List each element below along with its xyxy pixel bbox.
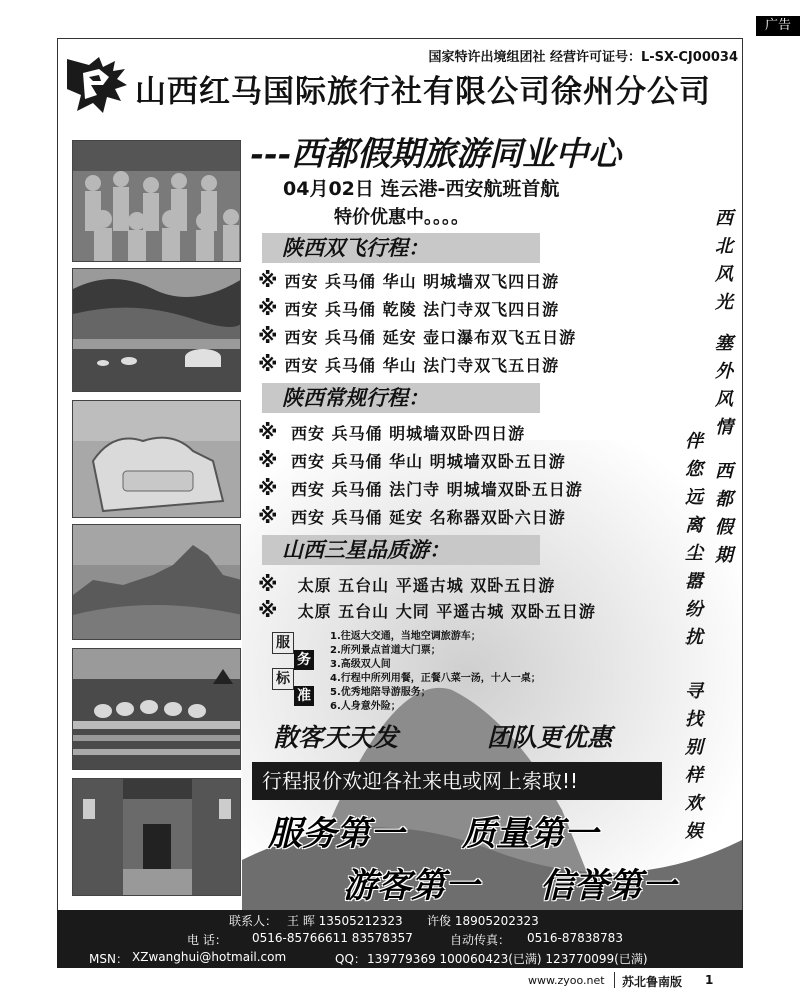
loess-plateau-photo: [72, 524, 241, 640]
list-item: 6.人身意外险；: [330, 701, 401, 712]
list-item: 4.行程中所列用餐，正餐八菜一汤，十人一桌；: [330, 673, 541, 684]
quote-banner: 行程报价欢迎各社来电或网上索取!!: [252, 762, 662, 800]
asterisk-mark: ※: [258, 448, 279, 472]
asterisk-mark: ※: [258, 598, 279, 622]
contact-person-2: 许俊 18905202323: [427, 914, 539, 928]
vertical-slogan-4: 伴 您 远 离 尘 嚣 纷 扰: [685, 431, 703, 648]
vertical-slogan-1: 西 北 风 光: [715, 208, 733, 313]
msn-label: MSN：: [89, 952, 128, 966]
qq-numbers: 139779369 100060423(已满) 123770099(已满): [367, 952, 648, 966]
slogan-title: ---西都假期旅游同业中心: [250, 134, 622, 173]
special-offer: 特价优惠中。。。。: [334, 207, 469, 228]
temple-stupa-photo: [72, 648, 241, 770]
contact-person-label: 联系人：: [229, 914, 278, 928]
asterisk-mark: ※: [258, 324, 279, 348]
list-item: ※ 西安 兵马俑 法门寺 明城墙双卧五日游: [258, 476, 583, 500]
asterisk-mark: ※: [258, 352, 279, 376]
slogan-tourist-first: 游客第一: [343, 866, 479, 906]
list-item: ※ 西安 兵马俑 华山 明城墙双飞四日游: [258, 268, 560, 292]
list-item: 5.优秀地陪导游服务；: [330, 687, 431, 698]
list-item: ※ 西安 兵马俑 华山 明城墙双卧五日游: [258, 448, 566, 472]
list-item: ※ 西安 兵马俑 延安 壶口瀑布双飞五日游: [258, 324, 577, 348]
slogan-credit-first: 信誉第一: [540, 866, 676, 906]
vertical-slogan-2: 塞 外 风 情: [715, 333, 733, 438]
vertical-slogan-5: 寻 找 别 样 欢 娱: [685, 681, 703, 842]
list-item: ※ 西安 兵马俑 乾陵 法门寺双飞四日游: [258, 296, 560, 320]
asterisk-mark: ※: [258, 268, 279, 292]
vertical-slogan-3: 西 都 假 期: [715, 461, 733, 566]
page-number: 1: [705, 973, 714, 987]
asterisk-mark: ※: [258, 476, 279, 500]
list-item: ※ 西安 兵马俑 明城墙双卧四日游: [258, 420, 526, 444]
contact-bar: [57, 910, 743, 968]
list-item: ※ 西安 兵马俑 延安 名称器双卧六日游: [258, 504, 566, 528]
list-item: ※ 西安 兵马俑 华山 法门寺双飞五日游: [258, 352, 560, 376]
msn-address: XZwanghui@hotmail.com: [132, 950, 287, 964]
company-name: 山西红马国际旅行社有限公司徐州分公司: [135, 74, 711, 110]
team-discount: 团队更优惠: [487, 723, 613, 752]
ad-tag: 广告: [756, 16, 800, 36]
footer-divider: [614, 972, 615, 988]
phone-label: 电 话：: [187, 933, 227, 947]
daily-departure: 散客天天发: [273, 723, 399, 752]
terracotta-warriors-photo: [72, 140, 241, 262]
slogan-quality-first: 质量第一: [462, 814, 598, 854]
section-shaanxi-fly: 陕西双飞行程：: [262, 233, 540, 263]
service-standard-list: [330, 630, 541, 714]
asterisk-mark: ※: [258, 504, 279, 528]
contact-person-1: 王 晖 13505212323: [287, 914, 403, 928]
desert-rock-photo: [72, 400, 241, 518]
footer-url: www.zyoo.net: [528, 974, 605, 987]
list-item: ※ 太原 五台山 大同 平遥古城 双卧五日游: [258, 598, 596, 622]
list-item: 3.高级双人间: [330, 659, 391, 670]
flight-announcement: 04月02日 连云港-西安航班首航: [283, 178, 560, 200]
horse-logo-icon: [63, 55, 129, 117]
slogan-service-first: 服务第一: [268, 814, 404, 854]
fax-label: 自动传真：: [450, 933, 511, 947]
list-item: 2.所列景点首道大门票；: [330, 645, 441, 656]
asterisk-mark: ※: [258, 572, 279, 596]
footer-edition: 苏北鲁南版: [622, 975, 683, 989]
list-item: 1.往返大交通，当地空调旅游车；: [330, 631, 481, 642]
qq-label: QQ：: [335, 952, 366, 966]
list-item: ※ 太原 五台山 平遥古城 双卧五日游: [258, 572, 556, 596]
asterisk-mark: ※: [258, 296, 279, 320]
service-standard-label: 服 务 标 准: [272, 632, 320, 704]
phone-number: 0516-85766611 83578357: [252, 931, 413, 945]
license-line: 国家特许出境组团社 经营许可证号：L-SX-CJ00034: [428, 50, 738, 65]
asterisk-mark: ※: [258, 420, 279, 444]
section-shanxi-quality: 山西三星品质游：: [262, 535, 540, 565]
fax-number: 0516-87838783: [527, 931, 623, 945]
courtyard-photo: [72, 778, 241, 896]
section-shaanxi-regular: 陕西常规行程：: [262, 383, 540, 413]
grassland-yurt-photo: [72, 268, 241, 392]
